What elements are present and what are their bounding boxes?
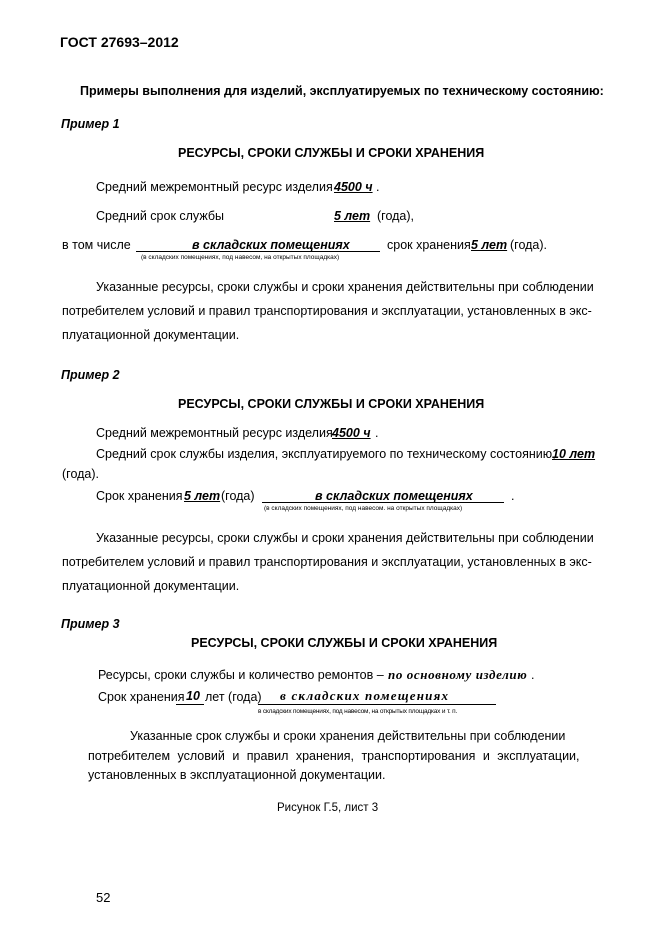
example1-paragraph-line: Указанные ресурсы, сроки службы и сроки хранения действительны при соблюдении (96, 280, 594, 294)
example1-service-life-end: (года), (377, 209, 415, 223)
example2-service-life-label: Средний срок службы изделия, эксплуатируемого по техническому состоянию, (96, 447, 556, 461)
example1-including-label: в том числе (62, 238, 131, 252)
example2-service-life-value: 10 лет (552, 447, 596, 461)
example1-label: Пример 1 (61, 117, 120, 131)
example1-paragraph-line: потребителем условий и правил транспортирования и эксплуатации, установленных в экс- (62, 304, 592, 318)
example3-paragraph-line: установленных в эксплуатационной документации. (88, 768, 386, 782)
page-number: 52 (96, 890, 111, 905)
example1-storage-place-value: в складских помещениях (192, 238, 350, 252)
example1-service-life-label: Средний срок службы (96, 209, 224, 223)
example3-storage-place-value: в складских помещениях (280, 688, 450, 703)
example2-label: Пример 2 (61, 368, 120, 382)
example1-storage-term-value: 5 лет (471, 238, 508, 252)
example1-resource-value: 4500 ч (334, 180, 373, 194)
example3-resources-value: по основному изделию (388, 667, 528, 682)
example1-storage-term-label: срок хранения (387, 238, 471, 252)
example3-storage-place-caption: в складских помещениях, под навесом, на открытых площадках и т. п. (258, 708, 458, 715)
example3-storage-term-label: Срок хранения (98, 690, 185, 704)
example3-storage-term-underline (176, 704, 204, 705)
example2-paragraph-line: плуатационной документации. (62, 579, 240, 593)
example3-storage-term-value: 10 (186, 689, 200, 703)
example1-storage-place-caption: (в складских помещениях, под навесом, на открытых площадках) (141, 254, 340, 261)
example3-resources-label: Ресурсы, сроки службы и количество ремонтов – (98, 668, 384, 682)
example2-storage-place-end: . (511, 489, 515, 503)
example2-storage-term-value: 5 лет (184, 489, 221, 503)
example3-paragraph-line: Указанные срок службы и сроки хранения действительны при соблюдении (130, 729, 566, 743)
example3-paragraph-line: потребителем условий и правил хранения, транспортирования и эксплуатации, (88, 749, 580, 763)
example2-title: РЕСУРСЫ, СРОКИ СЛУЖБЫ И СРОКИ ХРАНЕНИЯ (178, 397, 485, 411)
example1-title: РЕСУРСЫ, СРОКИ СЛУЖБЫ И СРОКИ ХРАНЕНИЯ (178, 146, 485, 160)
example2-resource-label: Средний межремонтный ресурс изделия (96, 426, 333, 440)
figure-caption: Рисунок Г.5, лист 3 (277, 802, 379, 814)
example1-paragraph-line: плуатационной документации. (62, 328, 240, 342)
example3-label: Пример 3 (61, 617, 120, 631)
example1-resource-end: . (376, 180, 380, 194)
document-code: ГОСТ 27693–2012 (60, 34, 179, 50)
intro-heading: Примеры выполнения для изделий, эксплуатируемых по техническому состоянию: (80, 84, 604, 98)
example3-resources-end: . (531, 668, 535, 682)
example1-storage-term-end: (года). (510, 238, 548, 252)
example2-storage-place-caption: (в складских помещениях, под навесом. на открытых площадках) (264, 505, 463, 512)
example2-resource-end: . (375, 426, 379, 440)
example3-storage-term-unit: лет (года) (205, 690, 262, 704)
example3-title: РЕСУРСЫ, СРОКИ СЛУЖБЫ И СРОКИ ХРАНЕНИЯ (191, 636, 498, 650)
example2-resource-value: 4500 ч (332, 426, 371, 440)
example3-storage-place-underline (258, 704, 496, 705)
example2-storage-term-unit: (года) (221, 489, 255, 503)
example2-paragraph-line: потребителем условий и правил транспортирования и эксплуатации, установленных в экс- (62, 555, 592, 569)
example1-service-life-value: 5 лет (334, 209, 371, 223)
example2-storage-place-value: в складских помещениях (315, 489, 473, 503)
example1-resource-label: Средний межремонтный ресурс изделия (96, 180, 333, 194)
example2-paragraph-line: Указанные ресурсы, сроки службы и сроки хранения действительны при соблюдении (96, 531, 594, 545)
example2-storage-term-label: Срок хранения (96, 489, 183, 503)
example2-service-life-cont: (года). (62, 467, 100, 481)
